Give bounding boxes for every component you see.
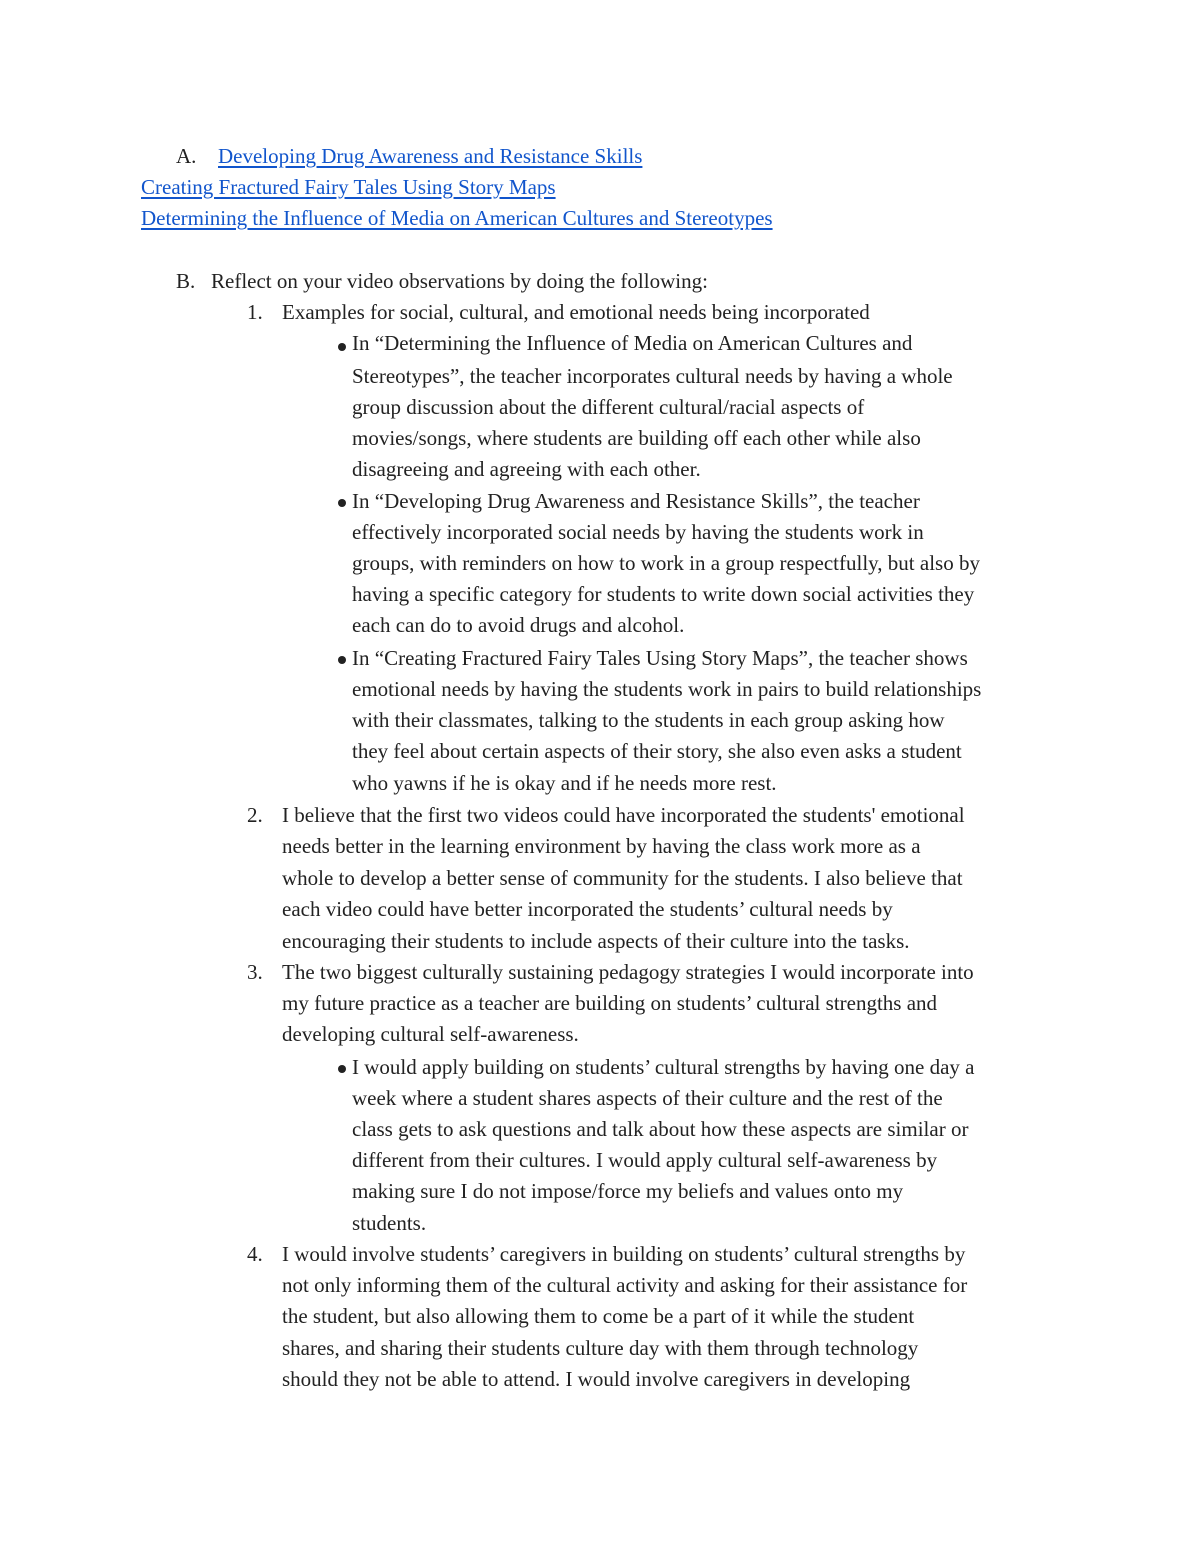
text-line: effectively incorporated social needs by having the students work in — [352, 520, 924, 544]
item-1-text: Examples for social, cultural, and emotional needs being incorporated — [282, 300, 870, 324]
section-b-marker: B. — [176, 269, 196, 293]
link-developing-drug-awareness[interactable]: Developing Drug Awareness and Resistance Skills — [218, 144, 643, 168]
text-line: should they not be able to attend. I would involve caregivers in developing — [282, 1367, 911, 1391]
link-creating-fractured-fairy-tales[interactable]: Creating Fractured Fairy Tales Using Story Maps — [141, 175, 556, 199]
item-3-marker: 3. — [247, 960, 263, 984]
text-line: encouraging their students to include aspects of their culture into the tasks. — [282, 929, 910, 953]
text-line: The two biggest culturally sustaining pedagogy strategies I would incorporate into — [282, 960, 974, 984]
text-line: week where a student shares aspects of their culture and the rest of the — [352, 1086, 943, 1110]
link-determining-influence-of-media[interactable]: Determining the Influence of Media on American Cultures and Stereotypes — [141, 206, 773, 230]
bullet-icon — [338, 1065, 346, 1073]
text-line: each can do to avoid drugs and alcohol. — [352, 613, 685, 637]
bullet-icon — [338, 343, 346, 351]
text-line: In “Developing Drug Awareness and Resistance Skills”, the teacher — [352, 489, 920, 513]
text-line: group discussion about the different cultural/racial aspects of — [352, 395, 865, 419]
text-line: In “Creating Fractured Fairy Tales Using Story Maps”, the teacher shows — [352, 646, 968, 670]
text-line: I believe that the first two videos could have incorporated the students' emotional — [282, 803, 965, 827]
text-line: not only informing them of the cultural activity and asking for their assistance for — [282, 1273, 968, 1297]
text-line: different from their cultures. I would apply cultural self-awareness by — [352, 1148, 938, 1172]
text-line: emotional needs by having the students work in pairs to build relationships — [352, 677, 982, 701]
text-line: I would involve students’ caregivers in building on students’ cultural strengths by — [282, 1242, 966, 1266]
text-line: class gets to ask questions and talk about how these aspects are similar or — [352, 1117, 969, 1141]
item-2-marker: 2. — [247, 803, 263, 827]
bullet-icon — [338, 656, 346, 664]
text-line: having a specific category for students to write down social activities they — [352, 582, 975, 606]
item-1-marker: 1. — [247, 300, 263, 324]
text-line: they feel about certain aspects of their story, she also even asks a student — [352, 739, 962, 763]
text-line: Stereotypes”, the teacher incorporates cultural needs by having a whole — [352, 364, 953, 388]
text-line: making sure I do not impose/force my beliefs and values onto my — [352, 1179, 904, 1203]
text-line: needs better in the learning environment by having the class work more as a — [282, 834, 921, 858]
text-line: In “Determining the Influence of Media on American Cultures and — [352, 331, 913, 355]
section-b-heading: Reflect on your video observations by doing the following: — [211, 269, 708, 293]
text-line: developing cultural self-awareness. — [282, 1022, 579, 1046]
text-line: I would apply building on students’ cultural strengths by having one day a — [352, 1055, 975, 1079]
item-4-marker: 4. — [247, 1242, 263, 1266]
text-line: shares, and sharing their students culture day with them through technology — [282, 1336, 919, 1360]
text-line: movies/songs, where students are building off each other while also — [352, 426, 921, 450]
text-line: who yawns if he is okay and if he needs more rest. — [352, 771, 777, 795]
text-line: each video could have better incorporated the students’ cultural needs by — [282, 897, 893, 921]
text-line: whole to develop a better sense of community for the students. I also believe that — [282, 866, 963, 890]
text-line: my future practice as a teacher are building on students’ cultural strengths and — [282, 991, 938, 1015]
text-line: disagreeing and agreeing with each other. — [352, 457, 701, 481]
text-line: groups, with reminders on how to work in a group respectfully, but also by — [352, 551, 980, 575]
text-line: with their classmates, talking to the students in each group asking how — [352, 708, 945, 732]
section-a-marker: A. — [176, 144, 197, 168]
text-line: students. — [352, 1211, 427, 1235]
text-line: the student, but also allowing them to come be a part of it while the student — [282, 1304, 915, 1328]
bullet-icon — [338, 499, 346, 507]
